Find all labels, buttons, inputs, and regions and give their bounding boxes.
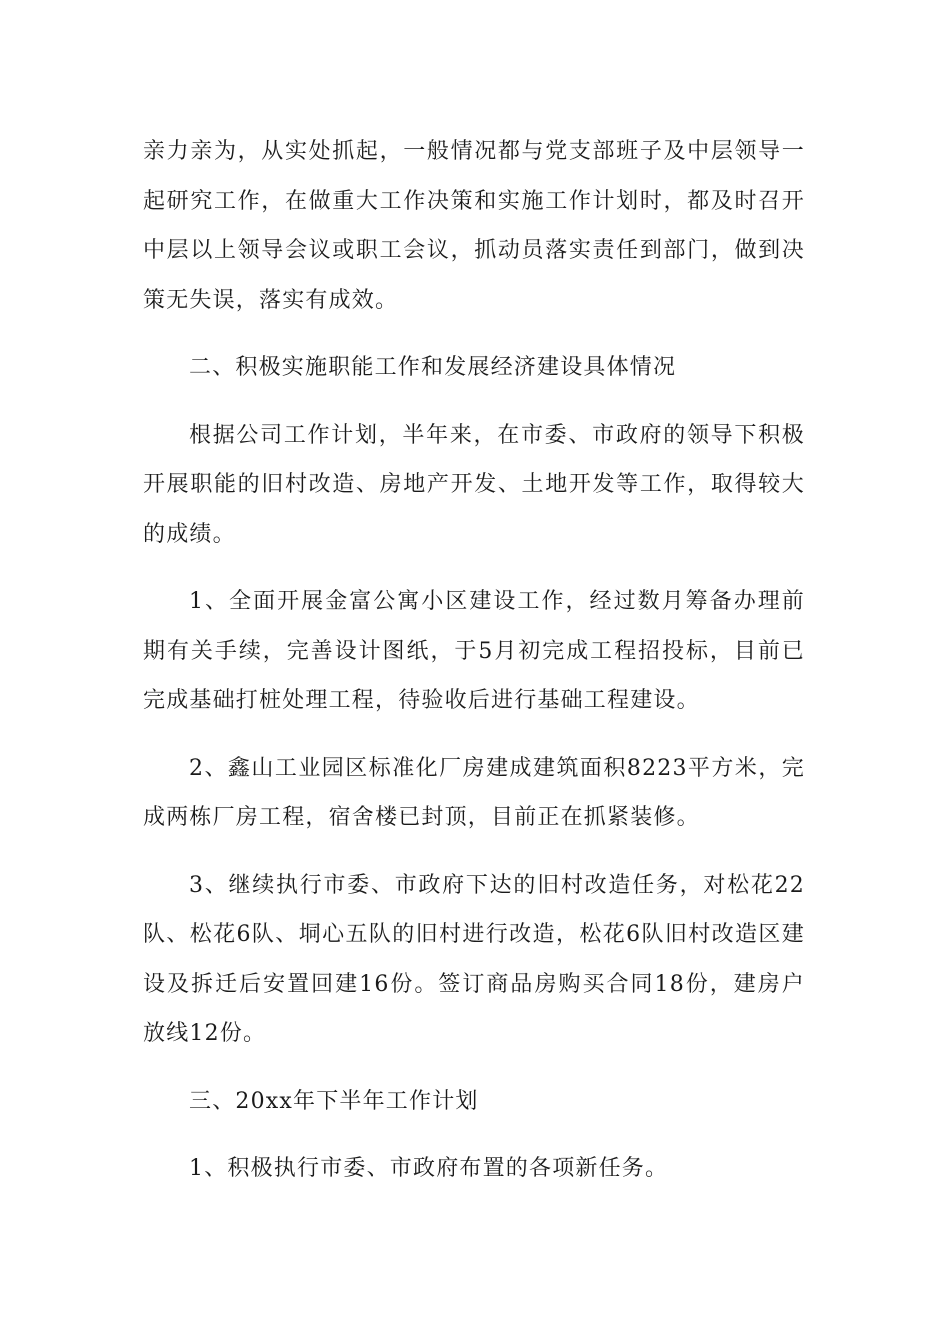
list-item-1: 1、全面开展金富公寓小区建设工作，经过数月筹备办理前期有关手续，完善设计图纸，于5月初完成工程招投标，目前已完成基础打桩处理工程，待验收后进行基础工程建设。 bbox=[143, 589, 805, 713]
list-item-3: 3、继续执行市委、市政府下达的旧村改造任务，对松花22队、松花6队、垌心五队的旧村进行改造，松花6队旧村改造区建设及拆迁后安置回建16份。签订商品房购买合同18份，建房户放线12份。 bbox=[143, 872, 805, 1046]
paragraph-overview: 根据公司工作计划，半年来，在市委、市政府的领导下积极开展职能的旧村改造、房地产开发、土地开发等工作，取得较大的成绩。 bbox=[143, 422, 805, 547]
list-item-2: 2、鑫山工业园区标准化厂房建成建筑面积8223平方米，完成两栋厂房工程，宿舍楼已封顶，目前正在抓紧装修。 bbox=[143, 755, 805, 830]
section-heading-2: 二、积极实施职能工作和发展经济建设具体情况 bbox=[189, 355, 677, 380]
plan-item-1: 1、积极执行市委、市政府布置的各项新任务。 bbox=[189, 1156, 669, 1181]
document-body bbox=[143, 127, 805, 1212]
section-heading-3: 三、20xx年下半年工作计划 bbox=[189, 1088, 479, 1114]
paragraph-continuation: 亲力亲为，从实处抓起，一般情况都与党支部班子及中层领导一起研究工作，在做重大工作决策和实施工作计划时，都及时召开中层以上领导会议或职工会议，抓动员落实责任到部门，做到决策无失误，落实有成效。 bbox=[143, 139, 805, 313]
